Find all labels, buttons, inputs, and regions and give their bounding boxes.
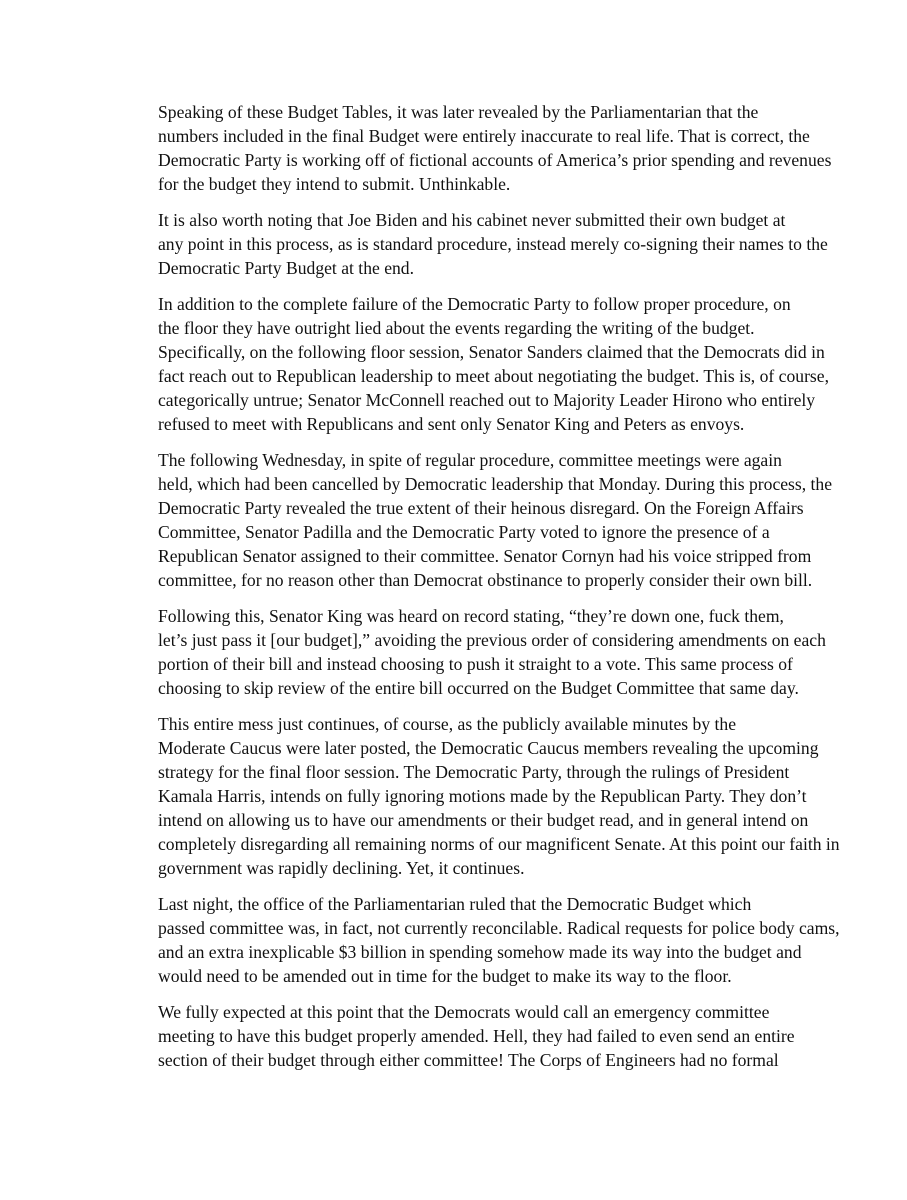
text-line: Democratic Party Budget at the end. [158, 258, 415, 278]
paragraph [110, 604, 826, 700]
text-line: the floor they have outright lied about the events regarding the writing of the budget. [158, 318, 755, 338]
text-line: would need to be amended out in time for the budget to make its way to the floor. [158, 966, 732, 986]
text-line: Kamala Harris, intends on fully ignoring motions made by the Republican Party. They don’t [158, 786, 807, 806]
paragraph [110, 208, 828, 280]
text-line: passed committee was, in fact, not currently reconcilable. Radical requests for police body cams, [158, 918, 840, 938]
text-line: Committee, Senator Padilla and the Democratic Party voted to ignore the presence of a [158, 522, 770, 542]
text-line: refused to meet with Republicans and sent only Senator King and Peters as envoys. [158, 414, 745, 434]
paragraph [110, 712, 840, 880]
paragraph [110, 892, 840, 988]
text-line: The following Wednesday, in spite of regular procedure, committee meetings were again [158, 450, 782, 470]
text-line: meeting to have this budget properly amended. Hell, they had failed to even send an entire [158, 1026, 795, 1046]
text-line: choosing to skip review of the entire bill occurred on the Budget Committee that same day. [158, 678, 799, 698]
text-line: held, which had been cancelled by Democratic leadership that Monday. During this process, the [158, 474, 833, 494]
text-line: This entire mess just continues, of course, as the publicly available minutes by the [158, 714, 737, 734]
text-line: It is also worth noting that Joe Biden and his cabinet never submitted their own budget at [158, 210, 786, 230]
text-line: any point in this process, as is standard procedure, instead merely co-signing their names to the [158, 234, 828, 254]
text-line: In addition to the complete failure of the Democratic Party to follow proper procedure, on [158, 294, 791, 314]
text-line: government was rapidly declining. Yet, it continues. [158, 858, 525, 878]
text-line: Republican Senator assigned to their committee. Senator Cornyn had his voice stripped from [158, 546, 812, 566]
text-line: Speaking of these Budget Tables, it was later revealed by the Parliamentarian that the [158, 102, 759, 122]
paragraph [110, 100, 832, 196]
text-line: committee, for no reason other than Democrat obstinance to properly consider their own bill. [158, 570, 813, 590]
text-line: fact reach out to Republican leadership to meet about negotiating the budget. This is, of course, [158, 366, 829, 386]
paragraph [110, 448, 833, 592]
text-line: completely disregarding all remaining norms of our magnificent Senate. At this point our faith in [158, 834, 840, 854]
text-line: for the budget they intend to submit. Unthinkable. [158, 174, 511, 194]
text-line: let’s just pass it [our budget],” avoiding the previous order of considering amendments on each [158, 630, 826, 650]
text-line: Moderate Caucus were later posted, the Democratic Caucus members revealing the upcoming [158, 738, 819, 758]
document-body [110, 100, 840, 1084]
text-line: intend on allowing us to have our amendments or their budget read, and in general intend on [158, 810, 809, 830]
text-line: Following this, Senator King was heard on record stating, “they’re down one, fuck them, [158, 606, 784, 626]
text-line: numbers included in the final Budget were entirely inaccurate to real life. That is correct, the [158, 126, 810, 146]
text-line: Democratic Party is working off of fictional accounts of America’s prior spending and revenues [158, 150, 832, 170]
text-line: categorically untrue; Senator McConnell reached out to Majority Leader Hirono who entirely [158, 390, 816, 410]
text-line: We fully expected at this point that the Democrats would call an emergency committee [158, 1002, 770, 1022]
text-line: Last night, the office of the Parliamentarian ruled that the Democratic Budget which [158, 894, 752, 914]
paragraph [110, 292, 829, 436]
text-line: portion of their bill and instead choosing to push it straight to a vote. This same process of [158, 654, 793, 674]
text-line: section of their budget through either committee! The Corps of Engineers had no formal [158, 1050, 779, 1070]
text-line: Democratic Party revealed the true extent of their heinous disregard. On the Foreign Affairs [158, 498, 804, 518]
text-line: strategy for the final floor session. The Democratic Party, through the rulings of President [158, 762, 790, 782]
text-line: and an extra inexplicable $3 billion in spending somehow made its way into the budget and [158, 942, 802, 962]
paragraph [110, 1000, 810, 1072]
text-line: Specifically, on the following floor session, Senator Sanders claimed that the Democrats did in [158, 342, 825, 362]
